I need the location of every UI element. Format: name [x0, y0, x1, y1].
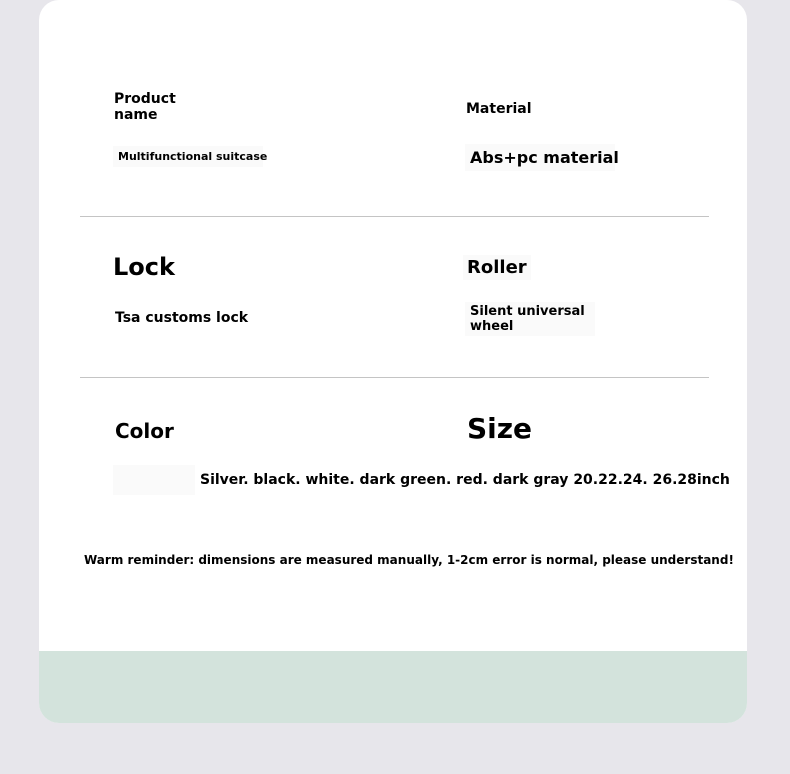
color-value: [200, 472, 730, 488]
color-value-swatch-area: [113, 465, 195, 495]
material-value: Abs+pc material: [465, 144, 615, 171]
material-label: Material: [466, 101, 532, 117]
color-label: Color: [115, 419, 174, 443]
roller-label: Roller: [463, 255, 531, 280]
product-name-label: Product name: [114, 91, 176, 123]
size-label: Size: [467, 412, 533, 445]
lock-label: Lock: [113, 253, 175, 281]
divider-1: [80, 216, 709, 217]
product-name-value: Multifunctional suitcase: [113, 146, 263, 167]
lock-value: Tsa customs lock: [115, 310, 249, 326]
footer-band: [39, 651, 747, 723]
spec-card: [39, 0, 747, 723]
roller-value: Silent universal wheel: [465, 302, 595, 336]
color-list: Silver. black. white. dark green. red. dark gray: [200, 472, 569, 488]
size-value: 20.22.24. 26.28inch: [573, 472, 730, 488]
warm-reminder: Warm reminder: dimensions are measured manually, 1-2cm error is normal, please understand!: [84, 553, 734, 567]
divider-2: [80, 377, 709, 378]
